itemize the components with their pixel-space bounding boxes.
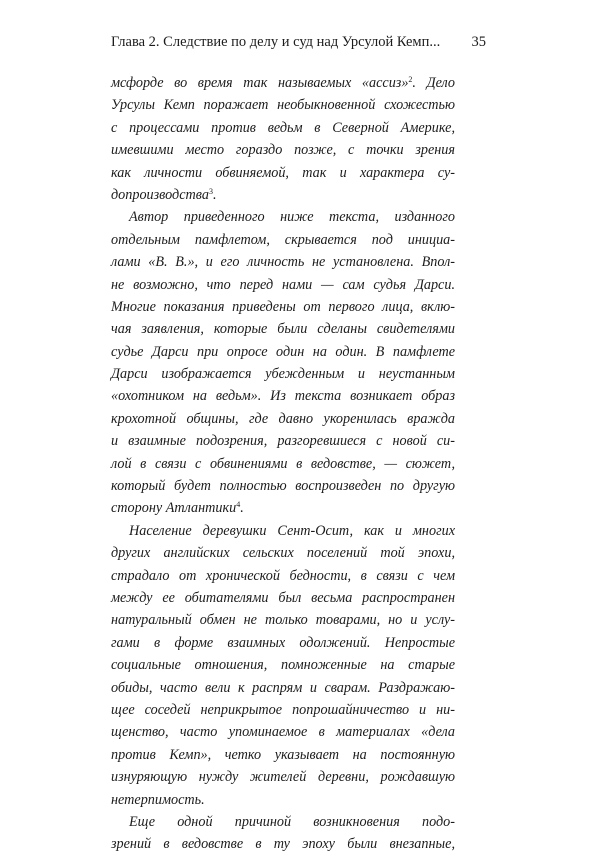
text-line: сторону Атлантики$^4$. bbox=[111, 500, 244, 517]
text-line: между ее обитателями был весьма распространен bbox=[111, 589, 455, 606]
text-line: и взаимные подозрения, разгоревшиеся с новой си- bbox=[111, 433, 455, 450]
footnote-ref[interactable]: 4 bbox=[236, 500, 241, 510]
text-line: нетерпимость. bbox=[111, 791, 205, 808]
text-line: судье Дарси при опросе один на один. В памфлете bbox=[111, 343, 455, 360]
text-line: лами «В. В.», и его личность не установлена. Впол- bbox=[111, 254, 455, 271]
paragraph bbox=[111, 811, 455, 856]
text-line: натуральный обмен не только товарами, но и услу- bbox=[111, 612, 455, 629]
text-line: допроизводства$^3$. bbox=[111, 186, 217, 203]
body-text bbox=[111, 72, 455, 856]
text-line: мсфорде во время так называемых «ассиз»$^2$. Дело bbox=[111, 75, 455, 91]
text-line: гами в форме взаимных одолжений. Непростые bbox=[111, 634, 455, 651]
text-line: Урсулы Кемп поражает необыкновенной схожестью bbox=[111, 97, 455, 114]
text-line: чая заявления, которые были сделаны свидетелями bbox=[111, 321, 455, 338]
text-line: отдельным памфлетом, скрывается под инициа- bbox=[111, 231, 455, 248]
text-line: «охотником на ведьм». Из текста возникает образ bbox=[111, 388, 455, 405]
text-line: крохотной общины, где давно укоренилась вражда bbox=[111, 410, 455, 427]
text-line: страдало от хронической бедности, в связи с чем bbox=[111, 567, 455, 584]
footnote-ref[interactable]: 3 bbox=[208, 186, 213, 196]
footnote-ref[interactable]: 2 bbox=[408, 75, 413, 84]
text-line: не возможно, что перед нами — сам судья Дарси. bbox=[111, 276, 455, 293]
text-line: Население деревушки Сент-Осит, как и многих bbox=[129, 522, 455, 539]
text-line: зрений в ведовстве в ту эпоху были внезапные, bbox=[111, 836, 455, 853]
text-line: Дарси изображается убежденным и неустанным bbox=[111, 366, 455, 383]
text-line: Многие показания приведены от первого лица, вклю- bbox=[111, 298, 455, 315]
text-line: Еще одной причиной возникновения подо- bbox=[129, 813, 455, 830]
text-line: с процессами против ведьм в Северной Америке, bbox=[111, 119, 455, 136]
text-line: против Кемп», четко указывает на постоянную bbox=[111, 746, 455, 763]
text-line: как личности обвиняемой, так и характера су- bbox=[111, 164, 455, 181]
paragraph bbox=[111, 520, 455, 811]
running-head bbox=[111, 34, 486, 54]
text-line: Автор приведенного ниже текста, изданного bbox=[129, 209, 455, 226]
text-line: имевшими место гораздо позже, с точки зрения bbox=[111, 142, 455, 159]
paragraph bbox=[111, 206, 455, 519]
text-line: обиды, часто вели к распрям и сварам. Раздражаю- bbox=[111, 679, 455, 696]
text-line: щенство, часто упоминаемое в материалах «дела bbox=[111, 724, 455, 741]
text-line: других английских сельских поселений той эпохи, bbox=[111, 545, 455, 562]
text-line: социальные отношения, помноженные на старые bbox=[111, 657, 455, 674]
text-line: изнуряющую нужду жителей деревни, рождавшую bbox=[111, 769, 455, 786]
chapter-title: Глава 2. Следствие по делу и суд над Урсулой Кемп... bbox=[111, 34, 441, 50]
text-line: лой в связи с обвинениями в ведовстве, — сюжет, bbox=[111, 455, 455, 472]
text-line: щее соседей неприкрытое попрошайничество и ни- bbox=[111, 701, 455, 718]
text-line: который будет полностью воспроизведен по другую bbox=[111, 478, 455, 495]
page-number: 35 bbox=[471, 34, 486, 50]
paragraph bbox=[111, 72, 455, 206]
